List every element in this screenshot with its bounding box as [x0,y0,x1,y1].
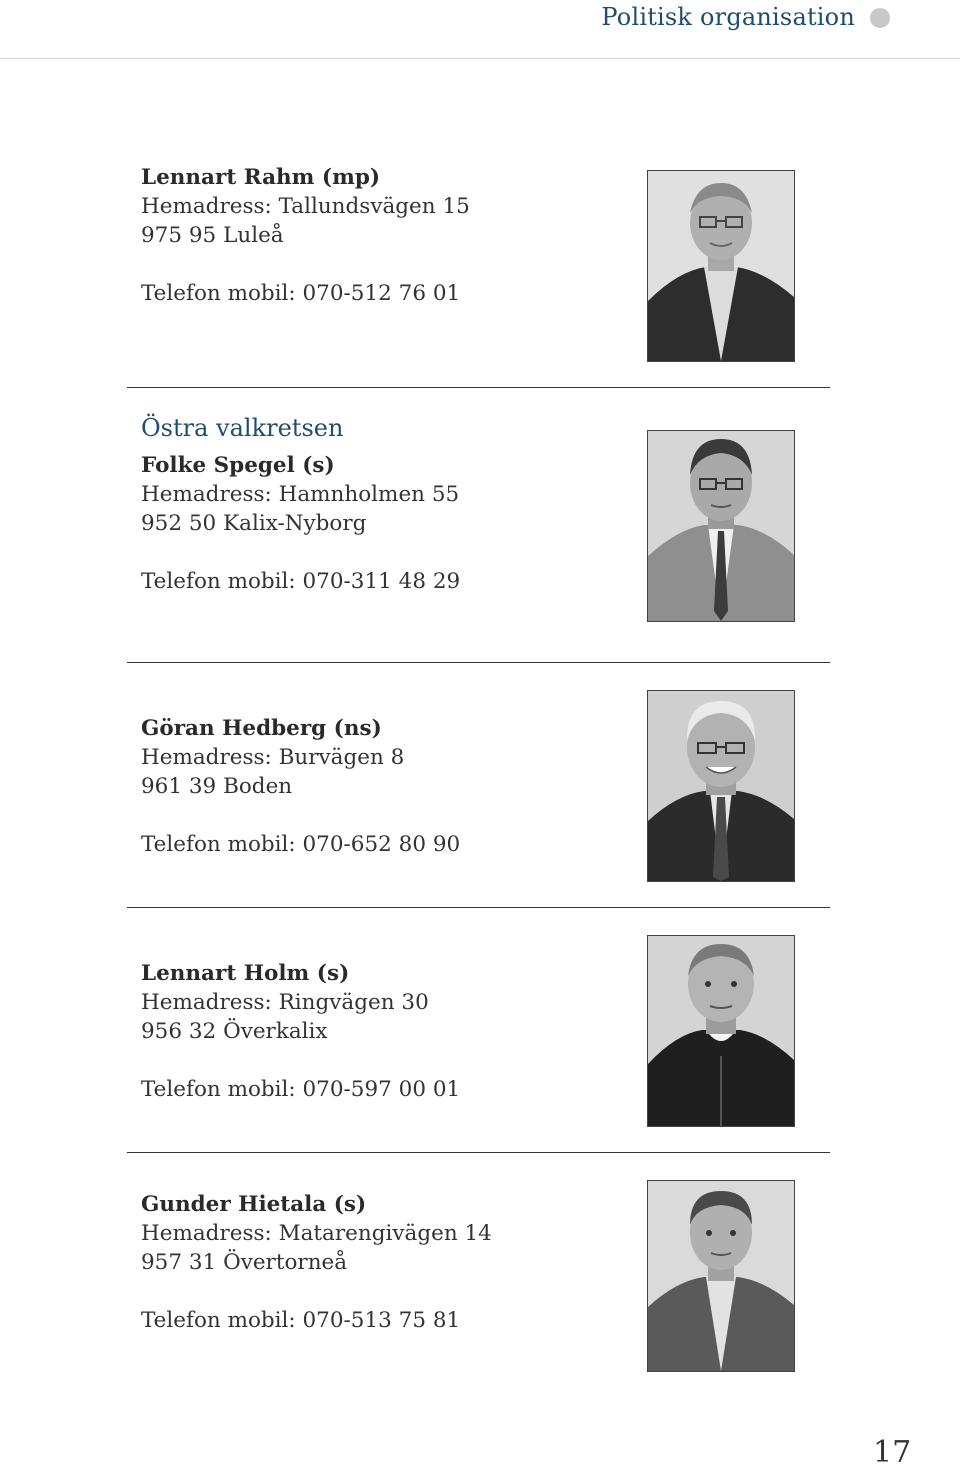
contact-postal: 956 32 Överkalix [141,1019,328,1044]
contact-name: Göran Hedberg (ns) [141,716,382,741]
contact-address: Hemadress: Burvägen 8 [141,745,405,770]
contact-address: Hemadress: Ringvägen 30 [141,990,429,1015]
contact-name: Lennart Holm (s) [141,961,350,986]
page-header [0,0,960,59]
contact-name: Gunder Hietala (s) [141,1192,367,1217]
contact-postal: 975 95 Luleå [141,223,284,248]
divider [127,907,830,908]
header-title: Politisk organisation [601,3,855,31]
portrait-photo [647,935,795,1127]
portrait-photo [647,1180,795,1372]
bullet-dot-icon [870,8,890,28]
contact-name: Lennart Rahm (mp) [141,165,381,190]
contact-postal: 957 31 Övertorneå [141,1250,348,1275]
divider [127,1152,830,1153]
page-number: 17 [873,1435,912,1470]
contact-info [141,959,460,1104]
divider [127,387,830,388]
contact-info [141,163,470,308]
contact-info [141,1190,492,1335]
contact-phone: Telefon mobil: 070-597 00 01 [141,1077,461,1102]
divider [127,662,830,663]
contact-postal: 961 39 Boden [141,774,293,799]
contact-address: Hemadress: Hamnholmen 55 [141,482,460,507]
contact-info [141,414,460,596]
portrait-photo [647,690,795,882]
contact-name: Folke Spegel (s) [141,453,335,478]
contact-phone: Telefon mobil: 070-512 76 01 [141,281,461,306]
portrait-photo [647,170,795,362]
contact-phone: Telefon mobil: 070-311 48 29 [141,569,461,594]
contact-phone: Telefon mobil: 070-513 75 81 [141,1308,461,1333]
contact-phone: Telefon mobil: 070-652 80 90 [141,832,461,857]
portrait-photo [647,430,795,622]
contact-address: Hemadress: Tallundsvägen 15 [141,194,470,219]
contact-postal: 952 50 Kalix-Nyborg [141,511,367,536]
contact-address: Hemadress: Matarengivägen 14 [141,1221,492,1246]
contact-info [141,714,460,859]
section-heading: Östra valkretsen [141,414,344,442]
